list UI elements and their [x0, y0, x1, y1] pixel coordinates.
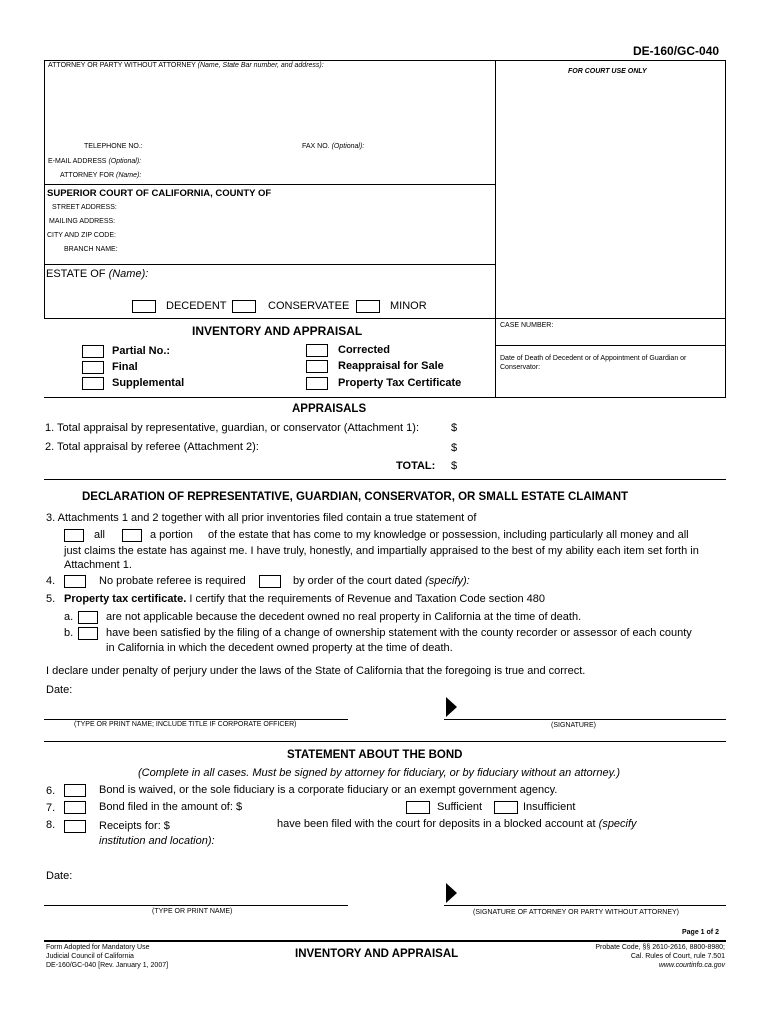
court-top-border	[44, 184, 496, 185]
item-5a-label: a.	[64, 611, 74, 623]
receipts-line-2: institution and location):	[99, 835, 215, 847]
estate-of-label: ESTATE OF (Name):	[46, 268, 149, 280]
item-5a-checkbox[interactable]	[78, 611, 98, 624]
item-5b-line-2: in California in which the decedent owned property at the time of death.	[106, 642, 453, 654]
perjury-statement: I declare under penalty of perjury under the laws of the State of California that the foregoing is true and correct.	[46, 665, 586, 677]
item-3-rest: of the estate that has come to my knowledge or possession, including particularly all money and all	[208, 529, 689, 541]
declaration-signature-caption: (SIGNATURE)	[551, 722, 596, 729]
telephone-label: TELEPHONE NO.:	[84, 143, 143, 150]
bond-filed-text: Bond filed in the amount of: $	[99, 801, 243, 813]
item-3-text: 3. Attachments 1 and 2 together with all prior inventories filed contain a true statement of	[46, 512, 477, 524]
conservatee-label: CONSERVATEE	[268, 300, 350, 312]
item-5b-label: b.	[64, 627, 74, 639]
adopted-line-3: DE-160/GC-040 [Rev. January 1, 2007]	[46, 962, 169, 969]
reappraisal-checkbox[interactable]	[306, 360, 328, 373]
case-number-label: CASE NUMBER:	[500, 322, 554, 329]
page-number: Page 1 of 2	[682, 929, 719, 936]
website-link[interactable]: www.courtinfo.ca.gov	[658, 962, 725, 969]
declaration-signature-line[interactable]	[444, 719, 726, 720]
adopted-line-2: Judicial Council of California	[46, 953, 134, 960]
bond-waived-text: Bond is waived, or the sole fiduciary is a corporate fiduciary or an exempt government agency.	[99, 784, 558, 796]
header-top-border	[44, 60, 726, 61]
form-id: DE-160/GC-040	[633, 44, 720, 58]
court-title: SUPERIOR COURT OF CALIFORNIA, COUNTY OF	[47, 188, 272, 199]
branch-name-label: BRANCH NAME:	[64, 246, 118, 253]
corrected-label: Corrected	[338, 344, 390, 356]
minor-checkbox[interactable]	[356, 300, 380, 313]
property-tax-checkbox[interactable]	[306, 377, 328, 390]
conservatee-checkbox[interactable]	[232, 300, 256, 313]
adopted-line-1: Form Adopted for Mandatory Use	[46, 944, 150, 951]
court-order-checkbox[interactable]	[259, 575, 281, 588]
title-bottom-border	[44, 397, 726, 398]
bond-subheading: (Complete in all cases. Must be signed by attorney for fiduciary, or by fiduciary without an attorney.)	[138, 767, 620, 779]
no-referee-label: No probate referee is required	[99, 575, 246, 587]
city-zip-label: CITY AND ZIP CODE:	[47, 232, 116, 239]
bond-date-label: Date:	[46, 870, 73, 882]
bond-signature-arrow-icon	[446, 883, 457, 903]
item-5-number: 5.	[46, 593, 56, 605]
rules-of-court-ref: Cal. Rules of Court, rule 7.501	[630, 953, 725, 960]
item-5b-text: have been satisfied by the filing of a change of ownership statement with the county recorder or assessor of each county	[106, 627, 692, 639]
court-use-label: FOR COURT USE ONLY	[568, 68, 647, 75]
decedent-label: DECEDENT	[166, 300, 227, 312]
estate-top-border	[44, 264, 496, 265]
corrected-checkbox[interactable]	[306, 344, 328, 357]
footer-title: INVENTORY AND APPRAISAL	[295, 948, 459, 960]
probate-code-ref: Probate Code, §§ 2610-2616, 8800-8980;	[595, 944, 725, 951]
declaration-date-label: Date:	[46, 684, 73, 696]
a-portion-checkbox[interactable]	[122, 529, 142, 542]
no-referee-checkbox[interactable]	[64, 575, 86, 588]
item-6-number: 6.	[46, 785, 56, 797]
item-5a-text: are not applicable because the decedent owned no real property in California at the time of death.	[106, 611, 582, 623]
mailing-address-label: MAILING ADDRESS:	[49, 218, 116, 225]
case-number-bottom	[495, 345, 726, 346]
header-right-border	[725, 60, 726, 398]
appraisal-1-dollar: $	[451, 422, 458, 434]
item-5-text: Property tax certificate. I certify that the requirements of Revenue and Taxation Code section 480	[64, 593, 546, 605]
supplemental-checkbox[interactable]	[82, 377, 104, 390]
item-3-line-3: Attachment 1.	[64, 559, 132, 571]
title-top-border	[44, 318, 726, 319]
header-left-border	[44, 60, 45, 318]
declaration-divider	[44, 741, 726, 742]
item-4-number: 4.	[46, 575, 56, 587]
court-order-label: by order of the court dated (specify):	[293, 575, 470, 587]
appraisals-heading: APPRAISALS	[292, 403, 367, 415]
appraisal-item-2: 2. Total appraisal by referee (Attachment 2):	[45, 441, 259, 453]
reappraisal-label: Reappraisal for Sale	[338, 360, 444, 372]
appraisal-2-dollar: $	[451, 442, 458, 454]
receipts-text: Receipts for: $	[99, 820, 170, 832]
partial-checkbox[interactable]	[82, 345, 104, 358]
a-portion-label: a portion	[150, 529, 193, 541]
item-3-line-2: just claims the estate has against me. I have truly, honestly, and impartially appraised to the best of my ability each item set forth in	[64, 545, 699, 557]
bond-name-line	[44, 905, 348, 906]
street-address-label: STREET ADDRESS:	[52, 204, 117, 211]
all-checkbox[interactable]	[64, 529, 84, 542]
item-8-number: 8.	[46, 819, 56, 831]
sufficient-checkbox[interactable]	[406, 801, 430, 814]
receipts-rest: have been filed with the court for deposits in a blocked account at (specify	[277, 818, 637, 830]
fax-label: FAX NO. (Optional):	[302, 143, 365, 150]
bond-heading: STATEMENT ABOUT THE BOND	[287, 749, 463, 761]
appraisals-divider	[44, 479, 726, 480]
item-7-number: 7.	[46, 802, 56, 814]
bond-filed-checkbox[interactable]	[64, 801, 86, 814]
declaration-name-caption: (TYPE OR PRINT NAME; INCLUDE TITLE IF CORPORATE OFFICER)	[74, 721, 297, 728]
receipts-checkbox[interactable]	[64, 820, 86, 833]
minor-label: MINOR	[390, 300, 427, 312]
bond-name-caption: (TYPE OR PRINT NAME)	[152, 908, 233, 915]
footer-divider	[44, 940, 726, 942]
email-label: E-MAIL ADDRESS (Optional):	[48, 158, 142, 165]
total-label: TOTAL:	[396, 460, 436, 472]
item-5b-checkbox[interactable]	[78, 627, 98, 640]
property-tax-label: Property Tax Certificate	[338, 377, 462, 389]
final-checkbox[interactable]	[82, 361, 104, 374]
bond-signature-line[interactable]	[444, 905, 726, 906]
insufficient-checkbox[interactable]	[494, 801, 518, 814]
attorney-for-label: ATTORNEY FOR (Name):	[60, 172, 142, 179]
partial-label: Partial No.:	[112, 345, 171, 357]
declaration-name-line	[44, 719, 348, 720]
appraisal-item-1: 1. Total appraisal by representative, guardian, or conservator (Attachment 1):	[45, 422, 419, 434]
form-title: INVENTORY AND APPRAISAL	[192, 324, 363, 338]
sufficient-label: Sufficient	[437, 801, 483, 813]
final-label: Final	[112, 361, 138, 373]
decedent-checkbox[interactable]	[132, 300, 156, 313]
declaration-heading: DECLARATION OF REPRESENTATIVE, GUARDIAN, CONSERVATOR, OR SMALL ESTATE CLAIMANT	[82, 491, 629, 503]
total-dollar: $	[451, 460, 458, 472]
attorney-label: ATTORNEY OR PARTY WITHOUT ATTORNEY (Name, State Bar number, and address):	[48, 62, 324, 69]
insufficient-label: Insufficient	[523, 801, 576, 813]
all-label: all	[94, 529, 106, 541]
supplemental-label: Supplemental	[112, 377, 185, 389]
bond-signature-caption: (SIGNATURE OF ATTORNEY OR PARTY WITHOUT ATTORNEY)	[473, 909, 680, 916]
signature-arrow-icon	[446, 697, 457, 717]
bond-waived-checkbox[interactable]	[64, 784, 86, 797]
date-of-death-label: Date of Death of Decedent or of Appointment of Guardian or Conservator:	[500, 355, 687, 371]
header-divider	[495, 60, 496, 398]
